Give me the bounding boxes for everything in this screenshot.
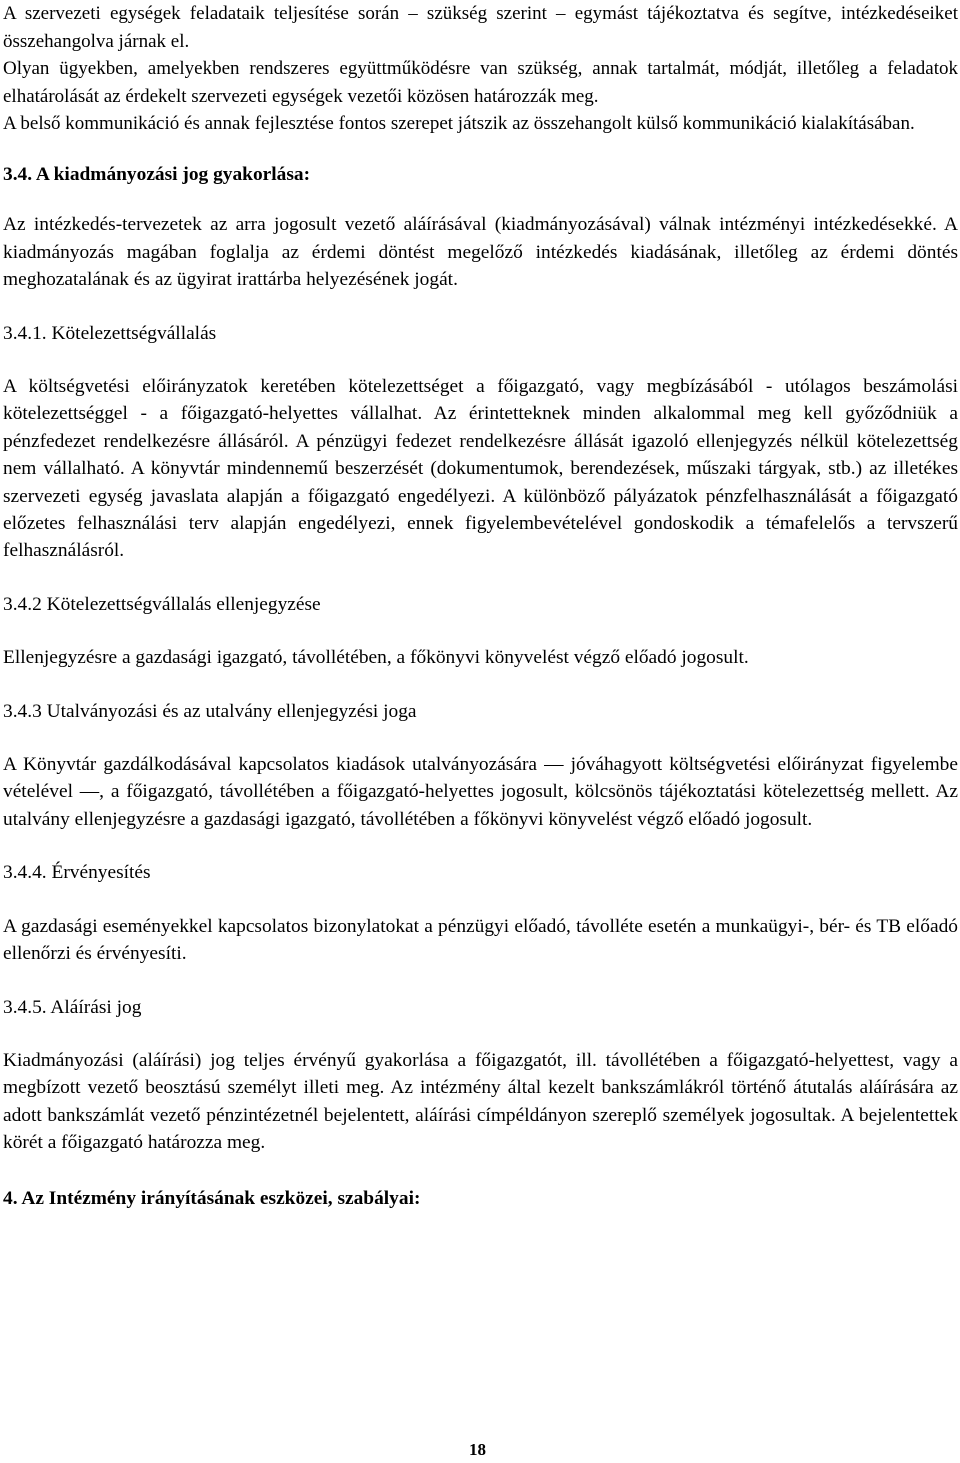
section-heading-4: 4. Az Intézmény irányításának eszközei, szabályai: — [3, 1187, 421, 1209]
page-number: 18 — [469, 1440, 486, 1459]
paragraph-internal-communication: A belső kommunikáció és annak fejlesztése fontos szerepet játszik az összehangolt külső kommunikáció kialakításában. — [3, 113, 915, 135]
section-heading-3-4: 3.4. A kiadmányozási jog gyakorlása: — [3, 163, 311, 185]
section-body-3-4: Az intézkedés-tervezetek az arra jogosult vezető aláírásával (kiadmányozásával) válnak intézményi intézkedésekké. A kiadmányozás magában foglalja az érdemi döntést megelőző intézkedés kiadásának, illetőleg az érdemi döntés meghozatalának és az ügyirat irattárba helyezésének jogát. — [3, 214, 958, 291]
section-body-3-4-2: Ellenjegyzésre a gazdasági igazgató, távollétében, a főkönyvi könyvelést végző előadó jogosult. — [3, 647, 749, 669]
section-body-3-4-5: Kiadmányozási (aláírási) jog teljes érvényű gyakorlása a főigazgatót, ill. távollétében a főigazgató-helyettest, vagy a megbízott vezető beosztású személyt illeti meg. Az intézmény által kezelt bankszámlákról történő átutalás aláírására az adott bankszámlát vezető pénzintézetnél bejelentett, aláírási címpéldányon szereplő személyek jogosultak. A bejelentettek körét a főigazgató határozza meg. — [3, 1049, 958, 1154]
section-body-3-4-1: A költségvetési előirányzatok keretében kötelezettséget a főigazgató, vagy megbízásából - utólagos beszámolási kötelezettséggel - a főigazgató-helyettes vállalhat. Az érintetteknek minden alkalommal meg kell győződniük a pénzfedezet rendelkezésre állásáról. A pénzügyi fedezet rendelkezésre állását igazoló ellenjegyzés nélkül kötelezettség nem vállalható. A könyvtár mindennemű beszerzését (dokumentumok, berendezések, műszaki tárgyak, stb.) az illetékes szervezeti egység javaslata alapján a főigazgató engedélyezi. A különböző pályázatok pénzfelhasználását a főigazgató előzetes felhasználási terv alapján engedélyezi, ennek figyelembevételével gondoskodik a témafelelős a tervszerű felhasználásról. — [3, 376, 958, 562]
paragraph-coordination: A szervezeti egységek feladataik teljesítése során – szükség szerint – egymást tájékoztatva és segítve, intézkedéseiket összehangolva járnak el. — [3, 3, 958, 52]
section-heading-3-4-4: 3.4.4. Érvényesítés — [3, 862, 151, 884]
section-body-3-4-4: A gazdasági eseményekkel kapcsolatos bizonylatokat a pénzügyi előadó, távolléte esetén a munkaügyi-, bér- és TB előadó ellenőrzi és érvényesíti. — [3, 915, 958, 965]
section-heading-3-4-5: 3.4.5. Aláírási jog — [3, 996, 142, 1018]
section-heading-3-4-1: 3.4.1. Kötelezettségvállalás — [3, 322, 217, 344]
paragraph-cooperation: Olyan ügyekben, amelyekben rendszeres együttműködésre van szükség, annak tartalmát, módját, illetőleg a feladatok elhatárolását az érdekelt szervezeti egységek vezetői közösen határozzák meg. — [3, 58, 958, 107]
section-heading-3-4-3: 3.4.3 Utalványozási és az utalvány ellenjegyzési joga — [3, 700, 417, 722]
document-page — [3, 0, 958, 1463]
section-body-3-4-3: A Könyvtár gazdálkodásával kapcsolatos kiadások utalványozására — jóváhagyott költségvetési előirányzat figyelembe vételével —, a főigazgató, távollétében a főigazgató-helyettes jogosult, kölcsönös tájékoztatási kötelezettség mellett. Az utalvány ellenjegyzésre a gazdasági igazgató, távollétében a főkönyvi könyvelést végző előadó jogosult. — [3, 754, 958, 830]
section-heading-3-4-2: 3.4.2 Kötelezettségvállalás ellenjegyzése — [3, 593, 321, 615]
